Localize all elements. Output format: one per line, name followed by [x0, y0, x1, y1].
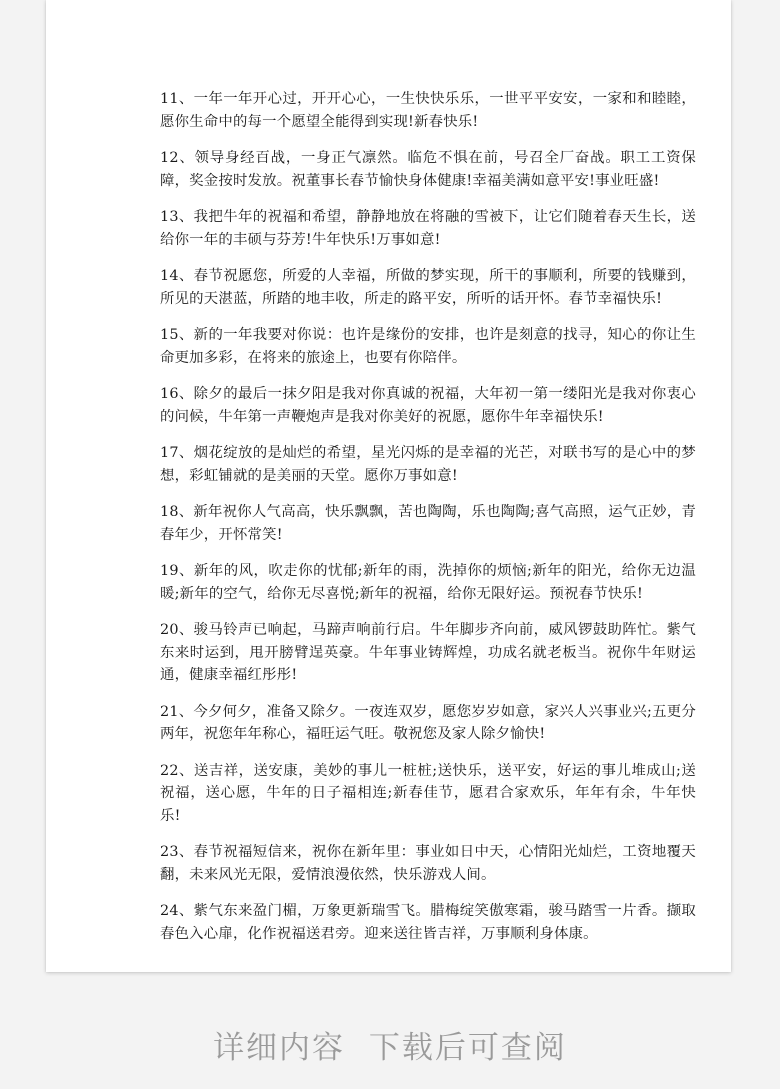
document-body [160, 88, 696, 959]
paragraph-14: 14、春节祝愿您，所爱的人幸福，所做的梦实现，所干的事顺利，所要的钱赚到，所见的天湛蓝，所踏的地丰收，所走的路平安，所听的话开怀。春节幸福快乐! [160, 268, 696, 307]
paragraph-20: 20、骏马铃声已响起，马蹄声响前行启。牛年脚步齐向前，威风锣鼓助阵忙。紫气东来时运到，甩开膀臂逞英豪。牛年事业铸辉煌，功成名就老板当。祝你牛年财运通，健康幸福红彤彤! [160, 622, 696, 683]
paragraph-17: 17、烟花绽放的是灿烂的希望，星光闪烁的是幸福的光芒，对联书写的是心中的梦想，彩虹铺就的是美丽的天堂。愿你万事如意! [160, 445, 696, 484]
paragraph-15: 15、新的一年我要对你说：也许是缘份的安排，也许是刻意的找寻，知心的你让生命更加多彩，在将来的旅途上，也要有你陪伴。 [160, 327, 696, 366]
footer-text-details: 详细内容 [213, 1030, 346, 1066]
paragraph-16: 16、除夕的最后一抹夕阳是我对你真诚的祝福，大年初一第一缕阳光是我对你衷心的问候，牛年第一声鞭炮声是我对你美好的祝愿，愿你牛年幸福快乐! [160, 386, 696, 425]
paragraph-21: 21、今夕何夕，准备又除夕。一夜连双岁，愿您岁岁如意，家兴人兴事业兴;五更分两年，祝您年年称心，福旺运气旺。敬祝您及家人除夕愉快! [160, 703, 696, 742]
paragraph-23: 23、春节祝福短信来，祝你在新年里：事业如日中天，心情阳光灿烂，工资地覆天翻，未来风光无限，爱情浪漫依然，快乐游戏人间。 [160, 844, 696, 883]
paragraph-18: 18、新年祝你人气高高，快乐飘飘，苦也陶陶，乐也陶陶;喜气高照，运气正妙，青春年少，开怀常笑! [160, 504, 696, 543]
paragraph-12: 12、领导身经百战，一身正气凛然。临危不惧在前，号召全厂奋战。职工工资保障，奖金按时发放。祝董事长春节愉快身体健康!幸福美满如意平安!事业旺盛! [160, 150, 696, 189]
footer-notice [0, 1022, 780, 1067]
document-page [46, 0, 731, 972]
paragraph-22: 22、送吉祥，送安康，美妙的事儿一桩桩;送快乐，送平安，好运的事儿堆成山;送祝福，送心愿，牛年的日子福相连;新春佳节，愿君合家欢乐，年年有余，牛年快乐! [160, 762, 696, 824]
paragraph-19: 19、新年的风，吹走你的忧郁;新年的雨，洗掉你的烦恼;新年的阳光，给你无边温暖;新年的空气，给你无尽喜悦;新年的祝福，给你无限好运。预祝春节快乐! [160, 563, 696, 602]
paragraph-24: 24、紫气东来盈门楣，万象更新瑞雪飞。腊梅绽笑傲寒霜，骏马踏雪一片香。撷取春色入心扉，化作祝福送君旁。迎来送往皆吉祥，万事顺利身体康。 [160, 903, 696, 942]
footer-text-download: 下载后可查阅 [368, 1030, 567, 1066]
paragraph-13: 13、我把牛年的祝福和希望，静静地放在将融的雪被下，让它们随着春天生长，送给你一年的丰硕与芬芳!牛年快乐!万事如意! [160, 209, 696, 248]
paragraph-11: 11、一年一年开心过，开开心心，一生快快乐乐，一世平平安安，一家和和睦睦，愿你生命中的每一个愿望全能得到实现!新春快乐! [160, 91, 696, 130]
